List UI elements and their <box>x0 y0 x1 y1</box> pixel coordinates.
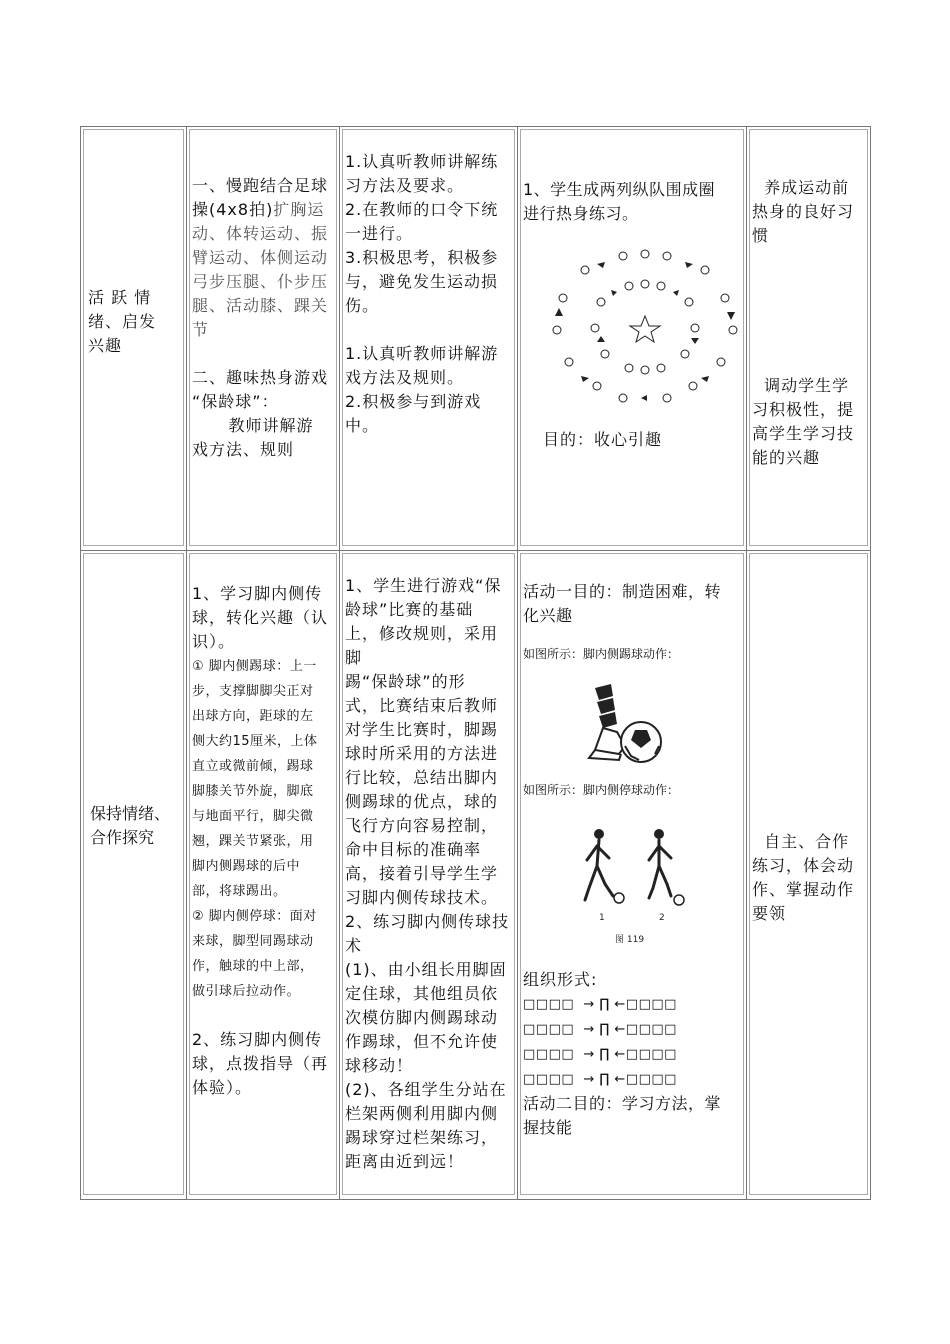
student-text: 1、学生进行游戏“保 龄球”比赛的基础 上，修改规则，采用脚 踢“保龄球”的形 式，比赛结束后教师 对学生比赛时，脚踢 球时所采用的方法进 行比较，总结出脚内 侧踢球的优点，球的 飞行方向容易控制， 命中目标的准确率 高，接着引导学生学 习脚内侧传球技术。 2、练习脚内侧传球技 术 (1)、由小组长用脚固 定住球，其他组员依 次模仿脚内侧踢球动 作踢球，但不允许使 球移动！ (2)、各组学生分站在 栏架两侧利用脚内侧 踢球穿过栏架练习， 距离由近到远！ <box>345 576 510 1171</box>
formation-line: □□□□ → ∏ ←□□□□ <box>523 1072 677 1087</box>
teacher-activity-cell <box>187 551 340 1200</box>
goal-cell <box>747 551 871 1200</box>
kick-figure <box>585 684 665 770</box>
activity-two-purpose: 活动二目的：学习方法，掌 握技能 <box>523 1094 722 1137</box>
student-text-b: 1.认真听教师讲解游 戏方法及规则。 2.积极参与到游戏 中。 <box>345 344 499 435</box>
table-row <box>81 127 871 551</box>
organization-cell <box>518 551 747 1200</box>
stage-cell <box>81 551 187 1200</box>
teacher-text-b: ① 脚内侧踢球：上一 步，支撑脚脚尖正对 出球方向，距球的左 侧大约15厘米，上体 直立或微前倾，踢球 脚膝关节外旋，脚底 与地面平行，脚尖微 翘，踝关节紧张，用 脚内侧踢球的后中 部，将球踢出。 ② 脚内侧停球：面对 来球，脚型同踢球动 作，触球的中上部， 做引球后拉动作。 <box>192 659 318 999</box>
trap-figure-caption: 如图所示：脚内侧停球动作： <box>523 783 680 797</box>
trap-figure-label-1: 1 <box>599 913 605 923</box>
lesson-plan-table <box>80 126 871 1200</box>
organization-text: 1、学生成两列纵队围成圈 进行热身练习。 <box>523 180 716 223</box>
student-text-a: 1.认真听教师讲解练 习方法及要求。 2.在教师的口令下统 一进行。 3.积极思考，积极参 与，避免发生运动损 伤。 <box>345 152 499 315</box>
warmup-circle-diagram <box>545 246 745 406</box>
teacher-text-a: 1、学习脚内侧传 球，转化兴趣（认 识）。 <box>192 584 329 651</box>
teacher-text-c: 二、趣味热身游戏 “保龄球”： 教师讲解游 戏方法、规则 <box>192 368 329 459</box>
teacher-text-b: 扩胸运 动、体转运动、振 臂运动、体侧运动 弓步压腿、仆步压 腿、活动膝、踝关 节 <box>192 200 329 339</box>
formation-line: □□□□ → ∏ ←□□□□ <box>523 1022 677 1037</box>
formation-line: □□□□ → ∏ ←□□□□ <box>523 997 677 1012</box>
goal-text: 自主、合作 练习，体会动 作、掌握动作 要领 <box>752 832 855 923</box>
organization-cell <box>518 127 747 551</box>
formation-line: □□□□ → ∏ ←□□□□ <box>523 1047 677 1062</box>
activity-one-purpose: 活动一目的：制造困难，转 化兴趣 <box>523 582 722 625</box>
student-activity-cell <box>340 551 518 1200</box>
goal-text-a: 养成运动前 热身的良好习 惯 <box>752 178 855 245</box>
teacher-text-a: 一、慢跑结合足球 操(4x8拍) <box>192 176 329 219</box>
organization-form-title: 组织形式: <box>523 970 598 989</box>
organization-form-lines <box>523 992 741 1092</box>
stage-text: 活 跃 情 绪、启发 兴趣 <box>88 288 157 355</box>
table-row <box>81 551 871 1200</box>
student-activity-cell <box>340 127 518 551</box>
stage-text: 保持情绪、 合作探究 <box>90 804 171 847</box>
stage-cell <box>81 127 187 551</box>
star-icon <box>630 316 660 342</box>
kick-figure-caption: 如图所示：脚内侧踢球动作： <box>523 647 680 661</box>
teacher-text-c: 2、练习脚内侧传 球，点拨指导（再 体验）。 <box>192 1030 329 1097</box>
organization-purpose: 目的：收心引趣 <box>543 430 663 449</box>
goal-cell <box>747 127 871 551</box>
trap-figure-label-2: 2 <box>659 913 665 923</box>
teacher-activity-cell <box>187 127 340 551</box>
trap-figure <box>579 826 689 956</box>
trap-figure-caption-label: 图 119 <box>615 935 645 945</box>
goal-text-b: 调动学生学 习积极性，提 高学生学习技 能的兴趣 <box>752 376 855 467</box>
